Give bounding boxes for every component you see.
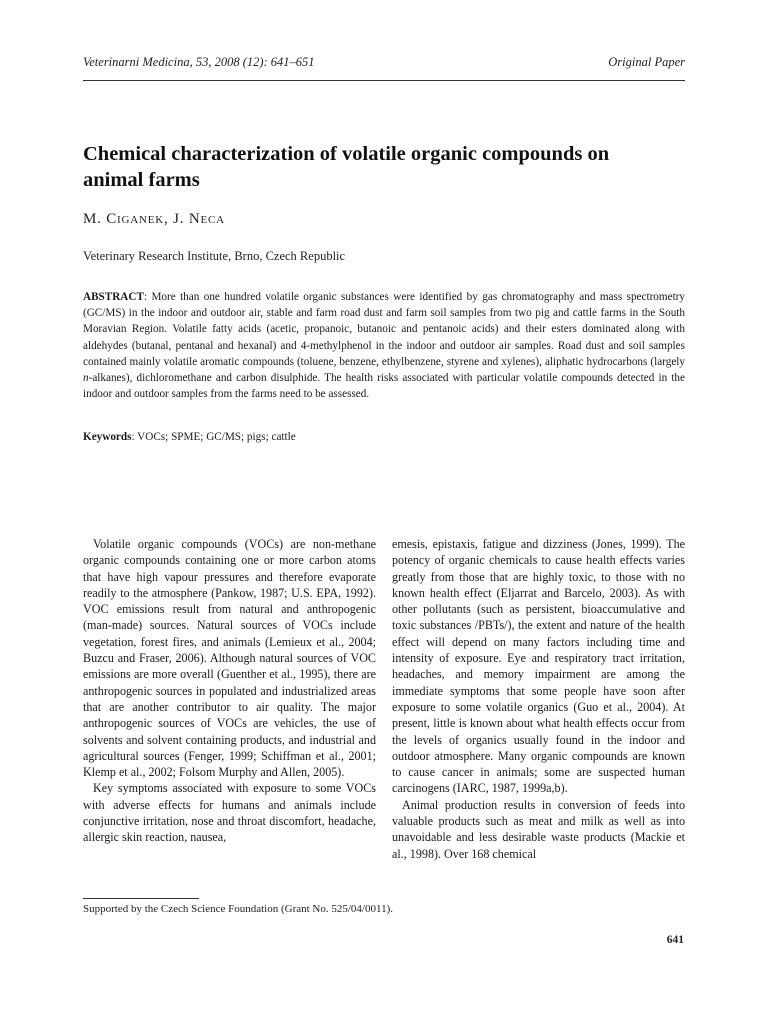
abstract-label: ABSTRACT: [83, 291, 144, 303]
header-divider: [83, 80, 685, 81]
footnote: Supported by the Czech Science Foundation (Grant No. 525/04/0011).: [83, 903, 393, 915]
article-title: Chemical characterization of volatile organic compounds on animal farms: [83, 143, 610, 191]
body-paragraph: Animal production results in conversion of feeds into valuable products such as meat and milk as well as into unavoidable and less desirable waste products (Mackie et al., 1998). Over 168 chemical: [392, 797, 685, 861]
body-paragraph: Volatile organic compounds (VOCs) are non-methane organic compounds containing one or more carbon atoms that have high vapour pressures and therefore evaporate readily to the atmosphere (Pankow, 1987; U.S. EPA, 1992). VOC emissions result from natural and anthropogenic (man-made) sources. Natural sources of VOCs include vegetation, forest fires, and animals (Lemieux et al., 2004; Buzcu and Fraser, 2006). Although natural sources of VOC emissions are more overall (Guenther et al., 1995), there are anthropogenic sources in populated and industrialized areas that are another contributor to air quality. The major anthropogenic sources of VOCs are vehicles, the use of solvents and solvent containing products, and industrial and agricultural sources (Fenger, 1999; Schiffman et al., 2001; Klemp et al., 2002; Folsom Murphy and Allen, 2005).: [83, 537, 376, 780]
abstract-text-1: : More than one hundred volatile organic substances were identified by gas chromatography and mass spectrometry (GC/MS) in the indoor and outdoor air, stable and farm road dust and farm soil samples from two pig and cattle farms in the South Moravian Region. Volatile fatty acids (acetic, propanoic, butanoic and pentanoic acids) and their esters dominated along with aldehydes (butanal, pentanal and hexanal) and 4-methylphenol in the indoor and outdoor air samples. Road dust and soil samples contained mainly volatile aromatic compounds (toluene, benzene, ethylbenzene, styrene and xylenes), aliphatic hydrocarbons (largely: [83, 291, 685, 368]
abstract-text-2: -alkanes), dichloromethane and carbon disulphide. The health risks associated with particular volatile compounds detected in the indoor and outdoor samples from the farms need to be assessed.: [83, 372, 685, 401]
author-list: M. Ciganek, J. Neca: [83, 211, 225, 227]
running-header: [83, 55, 685, 70]
keywords: [83, 429, 685, 445]
journal-citation: Veterinarni Medicina, 53, 2008 (12): 641–651: [83, 55, 315, 69]
body-paragraph: emesis, epistaxis, fatigue and dizziness (Jones, 1999). The potency of organic chemicals to cause health effects varies greatly from those that are highly toxic, to those with no known health effect (Eljarrat and Barcelo, 2003). As with other pollutants (such as persistent, bioaccumulative and toxic substances /PBTs/), the extent and nature of the health effect will depend on many factors including time and intensity of exposure. Eye and respiratory tract irritation, headaches, and memory impairment are among the immediate symptoms that some people have soon after exposure to some volatile organics (Guo et al., 2004). At present, little is known about what health effects occur from the levels of organics usually found in the indoor and outdoor atmosphere. Many organic compounds are known to cause cancer in animals; some are suspected human carcinogens (IARC, 1987, 1999a,b).: [392, 537, 685, 796]
body-paragraph: Key symptoms associated with exposure to some VOCs with adverse effects for humans and animals include conjunctive irritation, nose and throat discomfort, headache, allergic skin reaction, nausea,: [83, 781, 376, 845]
footnote-divider: [83, 898, 199, 899]
article-type: Original Paper: [608, 55, 685, 69]
abstract: [83, 289, 685, 402]
keywords-text: : VOCs; SPME; GC/MS; pigs; cattle: [131, 431, 296, 443]
page-number: 641: [666, 934, 684, 946]
body-column-right: [392, 536, 685, 862]
abstract-italic-n: n: [83, 372, 89, 385]
affiliation: Veterinary Research Institute, Brno, Czech Republic: [83, 249, 346, 263]
keywords-label: Keywords: [83, 431, 132, 443]
body-column-left: [83, 536, 376, 846]
